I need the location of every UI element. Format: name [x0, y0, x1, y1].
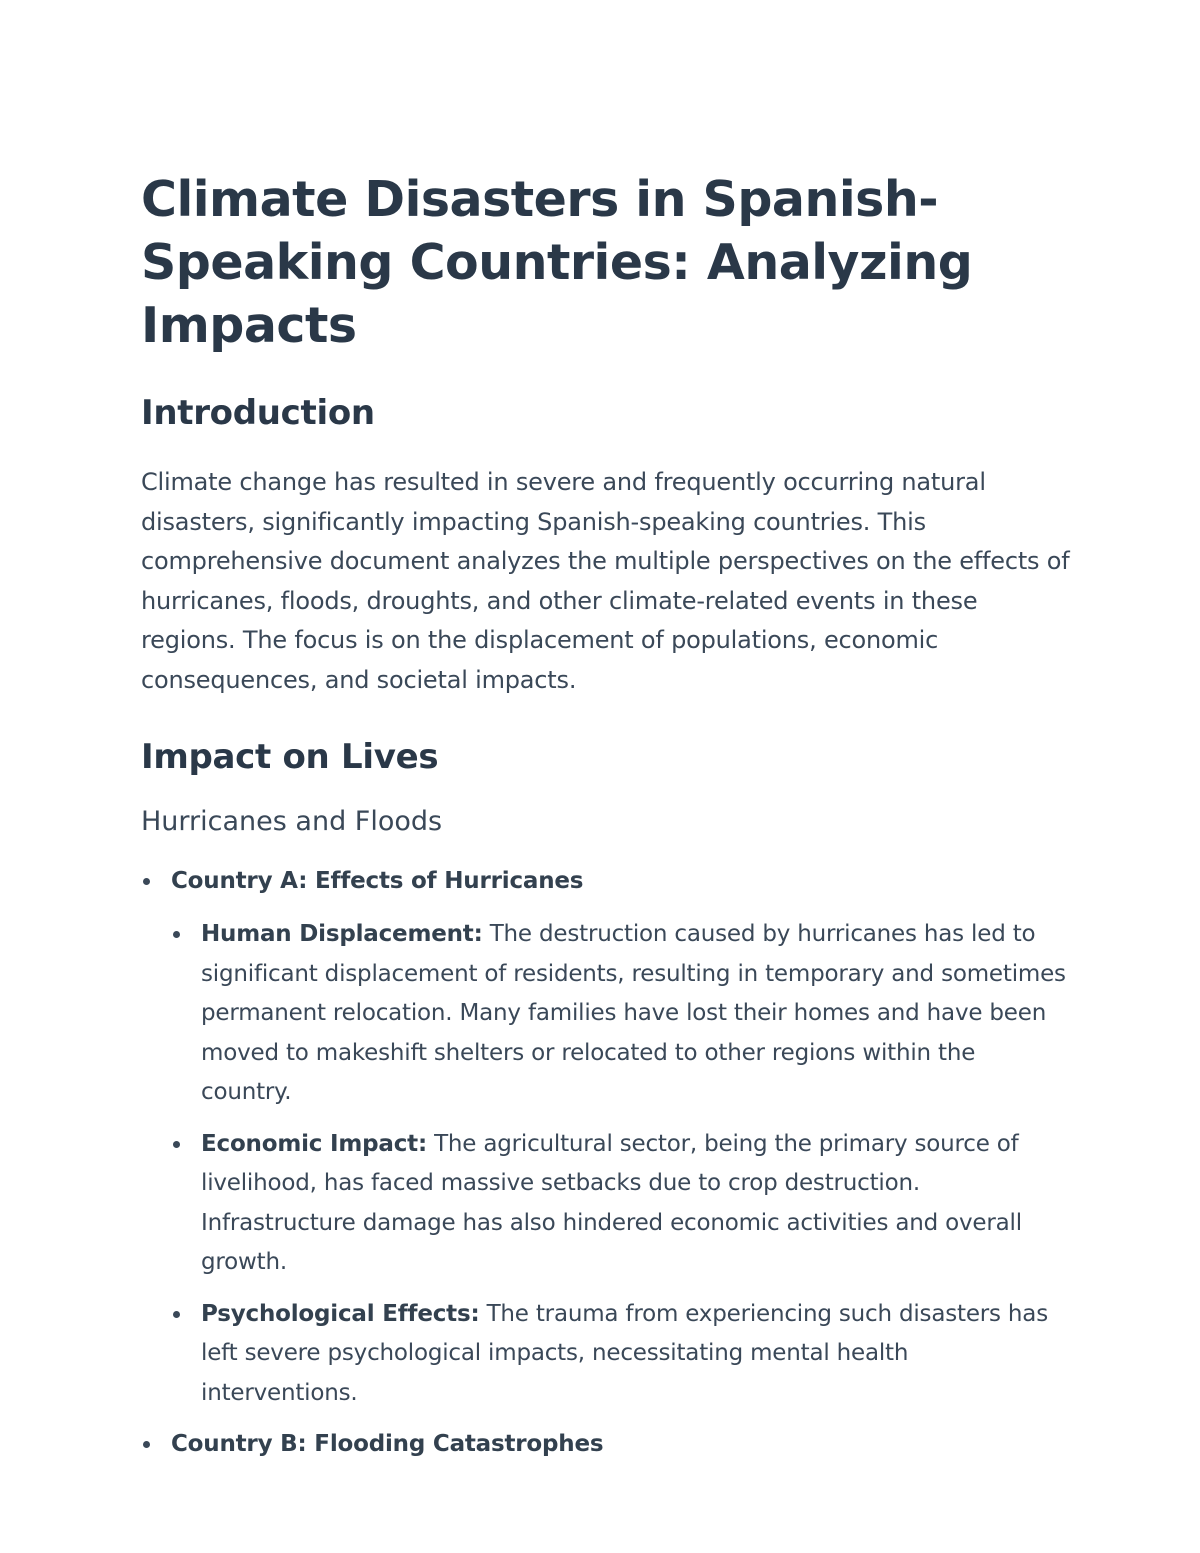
country-list [141, 862, 1071, 1464]
bullet-icon [143, 1441, 150, 1448]
bullet-icon [173, 1311, 180, 1318]
list-item-psychological-effects [171, 1295, 1071, 1414]
item-term: Psychological Effects: [201, 1300, 480, 1327]
bullet-icon [173, 1141, 180, 1148]
impact-on-lives-heading: Impact on Lives [141, 737, 439, 777]
document-page [141, 168, 1071, 1476]
bullet-icon [143, 878, 150, 885]
list-item-country-b [141, 1425, 1071, 1464]
item-term: Economic Impact: [201, 1130, 427, 1157]
country-b-title: Country B: Flooding Catastrophes [171, 1431, 604, 1457]
list-item-country-a [141, 862, 1071, 1413]
list-item-human-displacement [171, 915, 1071, 1113]
list-item-economic-impact [171, 1125, 1071, 1283]
item-term: Human Displacement: [201, 921, 483, 947]
item-text: The destruction caused by hurricanes has led to significant displacement of residents, resulting in temporary and sometimes permanent relocation. Many families have lost their homes and have been moved to makeshift shelters or relocated to other regions within the country. [201, 921, 1066, 1105]
introduction-paragraph: Climate change has resulted in severe and frequently occurring natural disasters, significantly impacting Spanish-speaking countries. This comprehensive document analyzes the multiple perspectives on the effects of hurricanes, floods, droughts, and other climate-related events in these regions. The focus is on the displacement of populations, economic consequences, and societal impacts. [141, 468, 1070, 694]
document-title: Climate Disasters in Spanish-Speaking Countries: Analyzing Impacts [141, 171, 973, 354]
country-a-title: Country A: Effects of Hurricanes [171, 868, 584, 894]
item-text: The agricultural sector, being the primary source of livelihood, has faced massive setbacks due to crop destruction. Infrastructure damage has also hindered economic activities and overall growth. [201, 1130, 1022, 1275]
item-text: The trauma from experiencing such disasters has left severe psychological impacts, necessitating mental health interventions. [201, 1300, 1048, 1406]
hurricanes-floods-subheading: Hurricanes and Floods [141, 806, 443, 837]
country-a-effects-list [171, 915, 1071, 1413]
introduction-heading: Introduction [141, 393, 375, 433]
bullet-icon [173, 931, 180, 938]
